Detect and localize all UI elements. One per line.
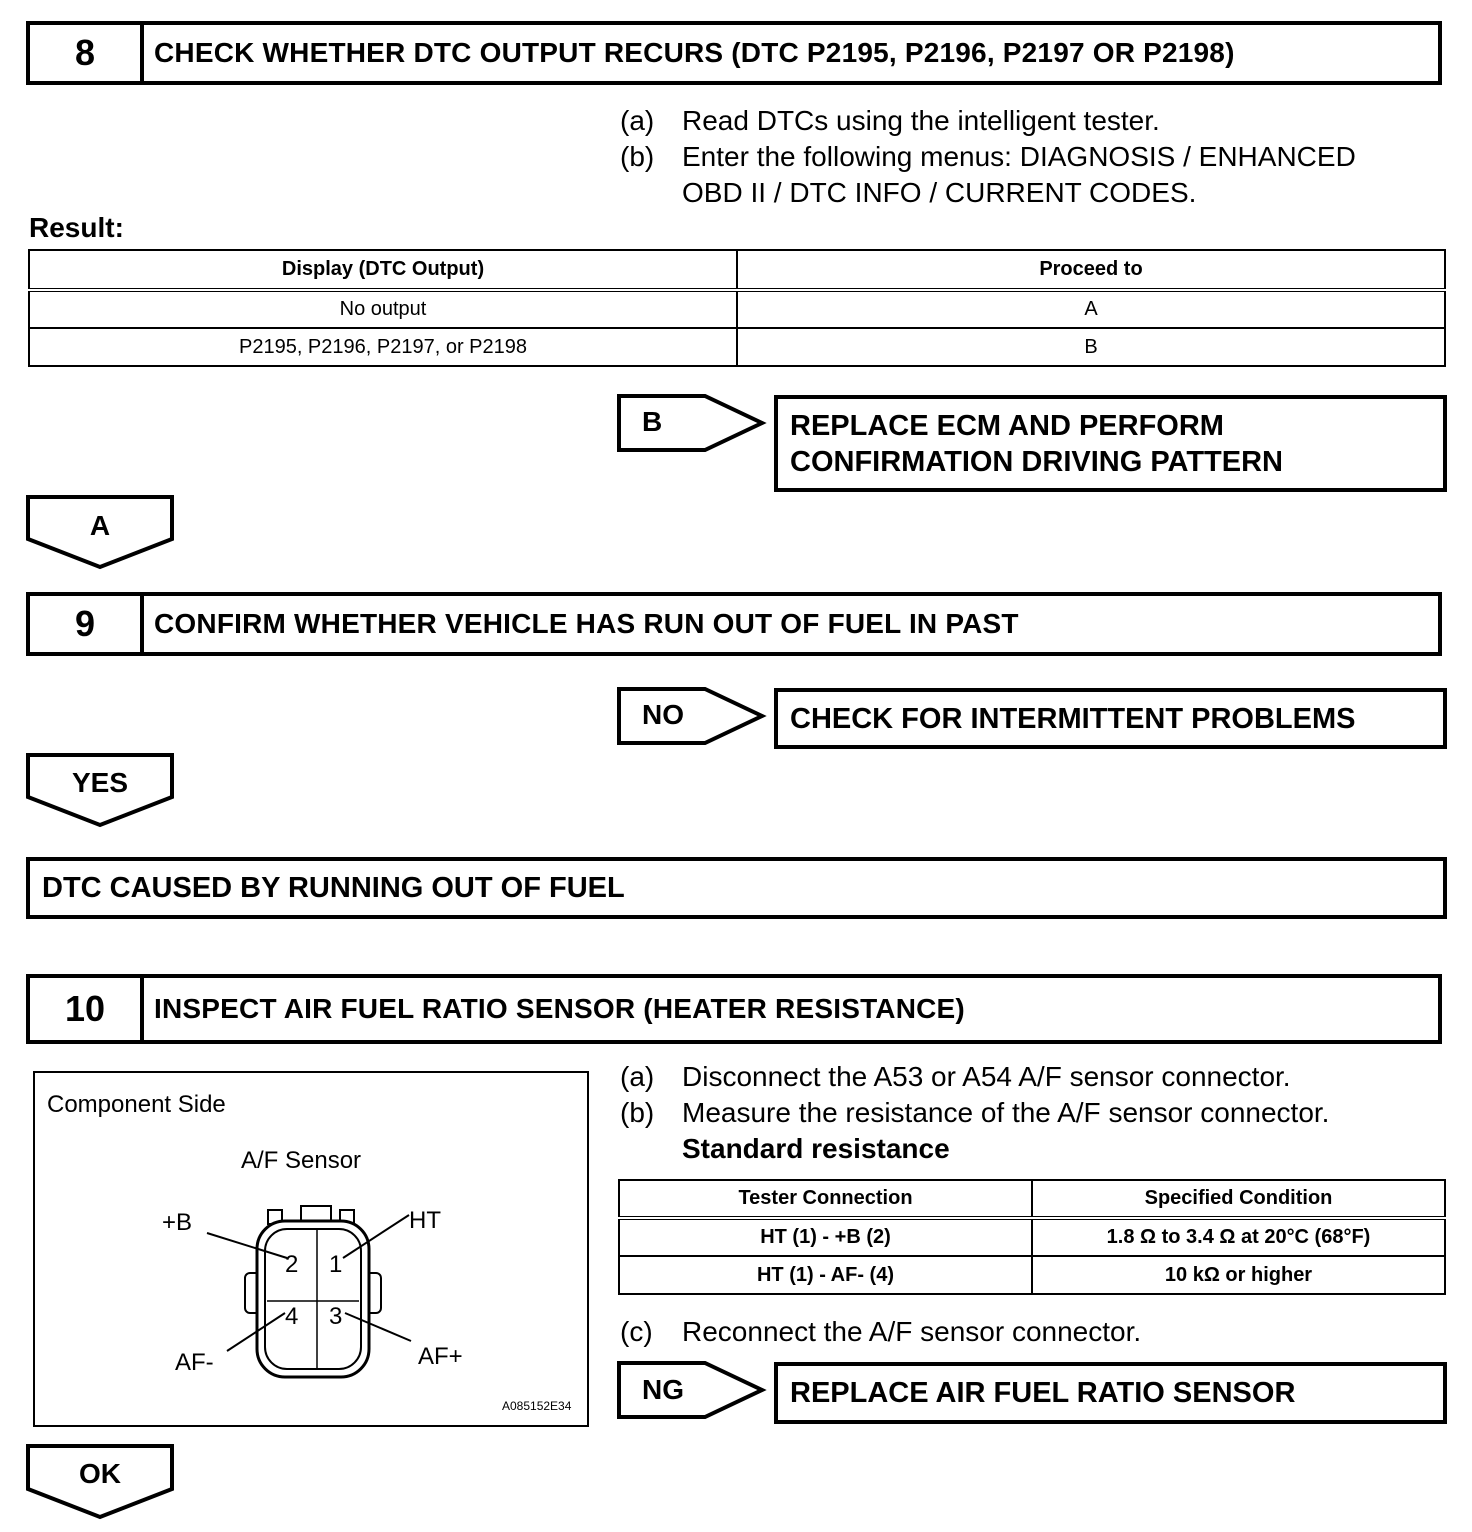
table-header: Display (DTC Output) [29,250,737,290]
table-header: Specified Condition [1032,1180,1445,1218]
branch-no-arrow [617,687,767,745]
branch-ng-label: NG [642,1374,684,1405]
table-cell: 10 kΩ or higher [1032,1256,1445,1294]
branch-ng-outcome-box [774,1362,1447,1424]
table-row [619,1218,1445,1256]
table-cell: 1.8 Ω to 3.4 Ω at 20°C (68°F) [1032,1218,1445,1256]
outcome-line: REPLACE AIR FUEL RATIO SENSOR [790,1377,1296,1409]
pin-number: 1 [329,1251,343,1278]
step-9-header [26,592,1442,656]
step-number: 8 [30,25,144,81]
outcome-line: REPLACE ECM AND PERFORM [790,409,1224,442]
branch-a-label: A [89,510,111,541]
table-header: Proceed to [737,250,1445,290]
branch-b-label: B [642,406,663,437]
final-result-box [26,857,1447,919]
ht-pin-label: HT [409,1207,441,1234]
outcome-line: CHECK FOR INTERMITTENT PROBLEMS [790,702,1356,735]
step-8-header [26,21,1442,85]
branch-b-outcome-box [774,395,1447,492]
connector-diagram [33,1071,589,1427]
component-side-label: Component Side [47,1091,226,1118]
branch-ok-label: OK [79,1458,121,1489]
connector-drawing [35,1073,587,1425]
table-cell: B [737,328,1445,366]
table-header-row [29,250,1445,290]
connector-body-inner [265,1229,361,1369]
plus-b-pin-label: +B [162,1209,193,1236]
table-row [29,290,1445,328]
table-header-row [619,1180,1445,1218]
outcome-line: DTC CAUSED BY RUNNING OUT OF FUEL [42,872,625,904]
step-title: CONFIRM WHETHER VEHICLE HAS RUN OUT OF FUEL IN PAST [154,608,1019,639]
result-label: Result: [29,212,124,243]
table-row [29,328,1445,366]
branch-no-outcome-box [774,688,1447,749]
table-cell: P2195, P2196, P2197, or P2198 [29,328,737,366]
table-cell: HT (1) - +B (2) [619,1218,1032,1256]
table-cell: HT (1) - AF- (4) [619,1256,1032,1294]
table-row [619,1256,1445,1294]
branch-ng-arrow [617,1361,767,1419]
figure-id: A085152E34 [502,1399,572,1413]
step-title: INSPECT AIR FUEL RATIO SENSOR (HEATER RESISTANCE) [154,993,965,1024]
branch-no-label: NO [642,699,684,730]
table-header: Tester Connection [619,1180,1032,1218]
outcome-line: CONFIRMATION DRIVING PATTERN [790,445,1283,478]
result-table [28,249,1446,367]
step-title: CHECK WHETHER DTC OUTPUT RECURS (DTC P2195, P2196, P2197 OR P2198) [154,37,1235,68]
pin-number: 2 [285,1251,299,1278]
branch-yes-label: YES [71,767,129,798]
af-plus-pin-label: AF+ [418,1343,463,1370]
table-cell: A [737,290,1445,328]
step-number: 10 [30,978,144,1040]
pin-number: 3 [329,1303,343,1330]
pin-number: 4 [285,1303,299,1330]
standard-resistance-label: Standard resistance [682,1133,950,1164]
af-minus-pin-label: AF- [175,1349,214,1376]
step-10-header [26,974,1442,1044]
step-number: 9 [30,596,144,652]
resistance-table [618,1179,1446,1295]
sensor-label: A/F Sensor [241,1147,362,1174]
branch-b-arrow [617,394,767,452]
table-cell: No output [29,290,737,328]
